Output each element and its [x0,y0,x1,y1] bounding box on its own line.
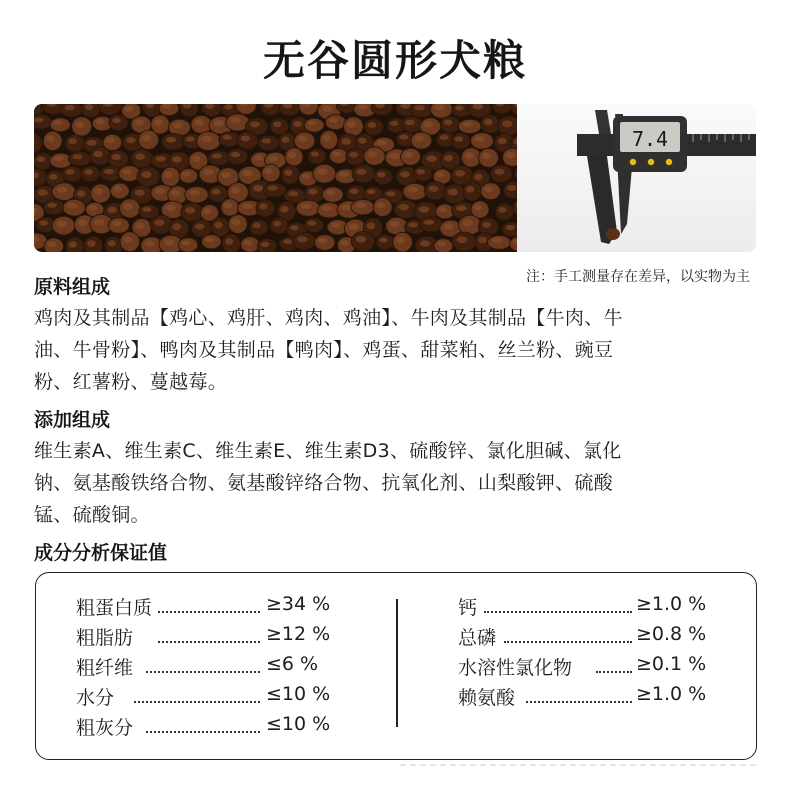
analysis-table [35,572,757,760]
kibble-highlight [253,223,261,228]
kibble-highlight [281,137,289,143]
kibble-highlight [389,153,399,159]
kibble-highlight [356,236,366,243]
kibble-highlight [439,207,448,212]
kibble-highlight [172,223,181,230]
kibble-highlight [37,156,45,162]
kibble-highlight [428,186,438,192]
leader-dots [526,701,632,703]
kibble-highlight [474,174,482,181]
kibble-highlight [47,241,56,247]
leader-dots [158,611,260,613]
kibble-highlight [265,168,273,174]
kibble-highlight [326,190,335,195]
caliper-readout: 7.4 [631,127,669,151]
kibble-highlight [39,220,48,225]
kibble-highlight [293,121,302,127]
table-divider [396,599,398,727]
kibble-highlight [189,190,200,196]
caliper-photo [517,104,756,252]
kibble-highlight [259,203,268,209]
kibble-highlight [368,151,378,157]
kibble-highlight [396,237,405,244]
ingredients-line: 粉、红薯粉、蔓越莓。 [34,371,228,393]
kibble-highlight [329,118,338,123]
kibble-highlight [478,237,487,244]
kibble-highlight [75,121,84,128]
kibble-highlight [142,207,151,212]
kibble-highlight [166,205,176,211]
kibble-highlight [414,105,425,110]
kibble-highlight [482,222,491,228]
kibble-highlight [506,225,515,230]
kibble-highlight [186,136,195,141]
kibble-highlight [112,118,121,124]
kibble-highlight [57,187,68,193]
additives-line: 维生素A、维生素C、维生素E、维生素D3、硫酸锌、氯化胆碱、氯化 [34,440,622,462]
kibble-highlight [463,220,473,227]
kibble-highlight [356,169,366,175]
kibble-highlight [96,119,105,124]
kibble-highlight [386,191,395,196]
kibble-highlight [262,138,271,143]
kibble-highlight [89,205,97,210]
kibble-highlight [224,202,232,208]
additives-text [34,435,756,531]
kibble-highlight [54,120,63,125]
kibble-highlight [455,136,463,142]
analysis-item-name: 粗脂肪 [76,627,134,649]
kibble-highlight [434,104,444,110]
kibble-highlight [269,155,279,161]
kibble-highlight [123,236,132,243]
kibble-highlight [399,135,408,140]
kibble-highlight [241,135,251,141]
analysis-row [458,683,748,711]
kibble-highlight [347,121,356,128]
kibble-highlight [350,189,359,194]
kibble-highlight [358,104,368,109]
product-photo-banner [34,104,756,252]
decorative-strip [400,764,756,766]
kibble-highlight [498,207,506,213]
analysis-item-value: ≥1.0 % [636,593,707,615]
kibble-highlight [273,221,281,227]
analysis-item-name: 粗灰分 [76,717,134,739]
kibble-highlight [506,152,515,158]
analysis-item-name: 赖氨酸 [458,687,516,709]
analysis-item-value: ≤10 % [266,713,331,735]
kibble-highlight [135,153,145,160]
kibble-highlight [141,171,151,178]
analysis-row [76,713,376,741]
kibble-highlight [106,138,114,144]
kibble-highlight [367,189,375,194]
kibble-highlight [231,152,241,157]
kibble-highlight [475,136,485,142]
kibble-highlight [444,224,454,230]
kibble-highlight [390,121,398,126]
kibble-highlight [123,169,133,175]
kibble-highlight [288,191,298,196]
kibble-highlight [250,122,260,128]
leader-dots [146,671,260,673]
kibble-highlight [437,241,446,246]
analysis-row [76,653,376,681]
kibble-highlight [507,185,516,191]
kibble-highlight [367,222,376,229]
analysis-item-value: ≤6 % [266,653,319,675]
ingredients-heading: 原料组成 [34,276,111,298]
kibble-highlight [182,171,190,176]
analysis-item-value: ≥0.8 % [636,623,707,645]
kibble-highlight [108,207,117,214]
kibble-highlight [253,185,263,192]
analysis-row [458,623,748,651]
kibble-highlight [242,203,253,208]
kibble-highlight [358,138,366,144]
kibble-highlight [94,188,103,195]
kibble-highlight [171,190,180,196]
kibble-highlight [68,241,76,248]
kibble-highlight [339,172,349,177]
analysis-item-name: 水分 [76,687,115,709]
kibble-highlight [484,119,493,125]
kibble-highlight [232,219,241,226]
kibble-highlight [154,119,162,126]
kibble-highlight [331,223,340,228]
kibble-highlight [408,222,417,227]
kibble-highlight [302,174,310,179]
kibble-highlight [368,122,377,128]
kibble-highlight [230,117,241,123]
kibble-highlight [214,120,225,126]
kibble-highlight [492,238,503,243]
kibble-highlight [108,240,116,246]
kibble-highlight [38,189,48,195]
analysis-row [76,683,376,711]
kibble-highlight [155,156,166,161]
ingredients-line: 油、牛骨粉】、鸭肉及其制品【鸭肉】、鸡蛋、甜菜粕、丝兰粉、豌豆 [34,339,614,361]
analysis-row [76,623,376,651]
kibble-highlight [123,203,132,210]
kibble-highlight [212,189,221,195]
leader-dots [134,701,260,703]
kibble-highlight [288,152,296,158]
kibble-highlight [308,121,317,126]
kibble-highlight [308,189,318,195]
kibble-highlight [192,155,201,162]
analysis-row [458,593,748,621]
kibble-highlight [205,237,214,242]
page-title: 无谷圆形犬粮 [262,36,527,85]
kibble-highlight [420,240,431,246]
kibble-highlight [417,169,425,174]
leader-dots [596,671,632,673]
kibble-highlight [301,203,312,209]
kibble-highlight [455,105,464,110]
analysis-item-value: ≥0.1 % [636,653,707,675]
kibble-highlight [47,203,57,208]
kibble-highlight [231,187,240,194]
kibble-photo [34,104,517,252]
kibble-highlight [355,202,366,207]
kibble-highlight [112,154,121,160]
kibble-highlight [379,237,387,242]
analysis-item-name: 钙 [458,597,478,619]
kibble-highlight [448,189,458,196]
leader-dots [146,731,260,733]
kibble-highlight [307,221,316,226]
kibble-highlight [56,220,66,227]
kibble-highlight [223,135,232,140]
kibble-highlight [407,187,418,193]
kibble-highlight [466,186,474,193]
kibble-highlight [155,188,165,194]
kibble-highlight [142,134,151,141]
kibble-highlight [145,240,155,246]
kibble-highlight [163,239,174,245]
analysis-item-name: 粗纤维 [76,657,134,679]
kibble-highlight [484,186,493,192]
kibble-highlight [280,206,288,213]
kibble-highlight [54,156,64,161]
kibble-highlight [400,171,409,178]
kibble-highlight [78,219,87,226]
kibble-highlight [87,240,96,246]
kibble-highlight [377,172,385,178]
additives-heading: 添加组成 [34,409,111,431]
kibble-highlight [154,219,164,226]
analysis-item-value: ≥12 % [266,623,331,645]
kibble-highlight [455,170,465,177]
kibble-highlight [465,152,474,159]
kibble-highlight [341,138,351,145]
kibble-highlight [214,222,222,229]
kibble-highlight [405,120,414,126]
kibble-highlight [65,105,75,110]
kibble-highlight [67,203,77,209]
kibble-highlight [349,152,358,158]
kibble-highlight [424,121,433,127]
kibble-highlight [244,240,252,245]
kibble-highlight [77,190,86,196]
kibble-highlight [463,122,473,127]
leader-dots [504,641,632,643]
kibble-highlight [221,172,231,178]
kibble-highlight [349,223,359,230]
kibble-highlight [290,225,299,230]
kibble-highlight [182,240,191,245]
kibble-highlight [164,171,172,178]
kibble-highlight [85,104,94,110]
kibble-highlight [456,205,467,211]
kibble-highlight [457,236,468,243]
analysis-item-value: ≥34 % [266,593,331,615]
kibble-highlight [340,240,348,246]
kibble-highlight [297,236,308,242]
kibble-highlight [298,136,307,142]
kibble-highlight [415,136,424,142]
kibble-highlight [195,119,204,125]
kibble-highlight [311,151,319,156]
kibble-highlight [440,135,449,140]
kibble-highlight [261,242,270,247]
kibble-highlight [444,120,453,126]
kibble-highlight [49,174,57,180]
kibble-highlight [436,172,444,177]
kibble-highlight [87,140,97,146]
kibble-highlight [172,156,182,163]
kibble-highlight [283,239,292,244]
kibble-highlight [225,238,233,245]
analysis-item-name: 总磷 [458,627,497,649]
kibble-highlight [318,238,327,244]
analysis-row [76,593,376,621]
kibble-highlight [323,135,331,142]
kibble-highlight [284,169,292,176]
kibble-highlight [195,224,204,230]
ingredients-text [34,302,756,398]
kibble-highlight [126,137,136,143]
kibble-highlight [212,154,222,159]
leader-dots [484,611,632,613]
analysis-item-value: ≥1.0 % [636,683,707,705]
kibble-highlight [203,169,213,175]
kibble-highlight [94,151,103,157]
kibble-highlight [426,155,437,162]
kibble-highlight [125,106,134,112]
kibble-highlight [46,136,55,143]
kibble-highlight [404,152,413,158]
kibble-highlight [498,138,507,144]
kibble-highlight [273,121,281,127]
kibble-highlight [203,208,211,214]
kibble-highlight [322,206,332,211]
kibble-highlight [254,155,263,160]
kibble-highlight [322,105,332,111]
analysis-item-name: 粗蛋白质 [76,597,153,619]
analysis-heading: 成分分析保证值 [34,542,168,564]
kibble-highlight [68,138,77,144]
kibble-highlight [135,189,145,195]
kibble-highlight [268,186,278,191]
kibble-highlight [104,169,114,174]
analysis-row [458,653,748,681]
leader-dots [158,641,260,643]
kibble-highlight [398,204,408,210]
kibble-highlight [201,136,212,143]
kibble-highlight [482,153,491,160]
kibble-highlight [424,220,434,225]
kibble-highlight [495,169,505,175]
kibble-highlight [332,151,340,156]
additives-line: 锰、硫酸铜。 [34,504,150,526]
kibble-highlight [166,137,176,143]
kibble-highlight [419,206,430,213]
kibble-highlight [84,169,93,174]
kibble-highlight [114,186,122,192]
additives-line: 钠、氨基酸铁络合物、氨基酸锌络合物、抗氧化剂、山梨酸钾、硫酸 [34,472,614,494]
kibble-highlight [135,223,144,230]
kibble-highlight [502,120,512,127]
kibble-highlight [135,120,144,126]
kibble-highlight [73,154,83,159]
kibble-highlight [377,140,387,145]
kibble-highlight [390,221,400,227]
kibble-highlight [66,169,75,174]
kibble-highlight [317,168,327,175]
ingredients-line: 鸡肉及其制品【鸡心、鸡肝、鸡肉、鸡油】、牛肉及其制品【牛肉、牛 [34,307,623,329]
kibble-highlight [185,207,195,214]
kibble-highlight [243,170,253,176]
kibble-highlight [173,123,183,129]
kibble-highlight [474,204,482,210]
analysis-item-name: 水溶性氯化物 [458,657,573,679]
analysis-item-value: ≤10 % [266,683,331,705]
kibble-highlight [94,219,104,226]
kibble-highlight [34,117,44,122]
kibble-highlight [224,104,232,109]
kibble-highlight [112,221,121,226]
kibble-highlight [444,155,453,162]
kibble-highlight [376,202,385,209]
measurement-note: 注：手工测量存在差异，以实物为主 [526,269,750,285]
